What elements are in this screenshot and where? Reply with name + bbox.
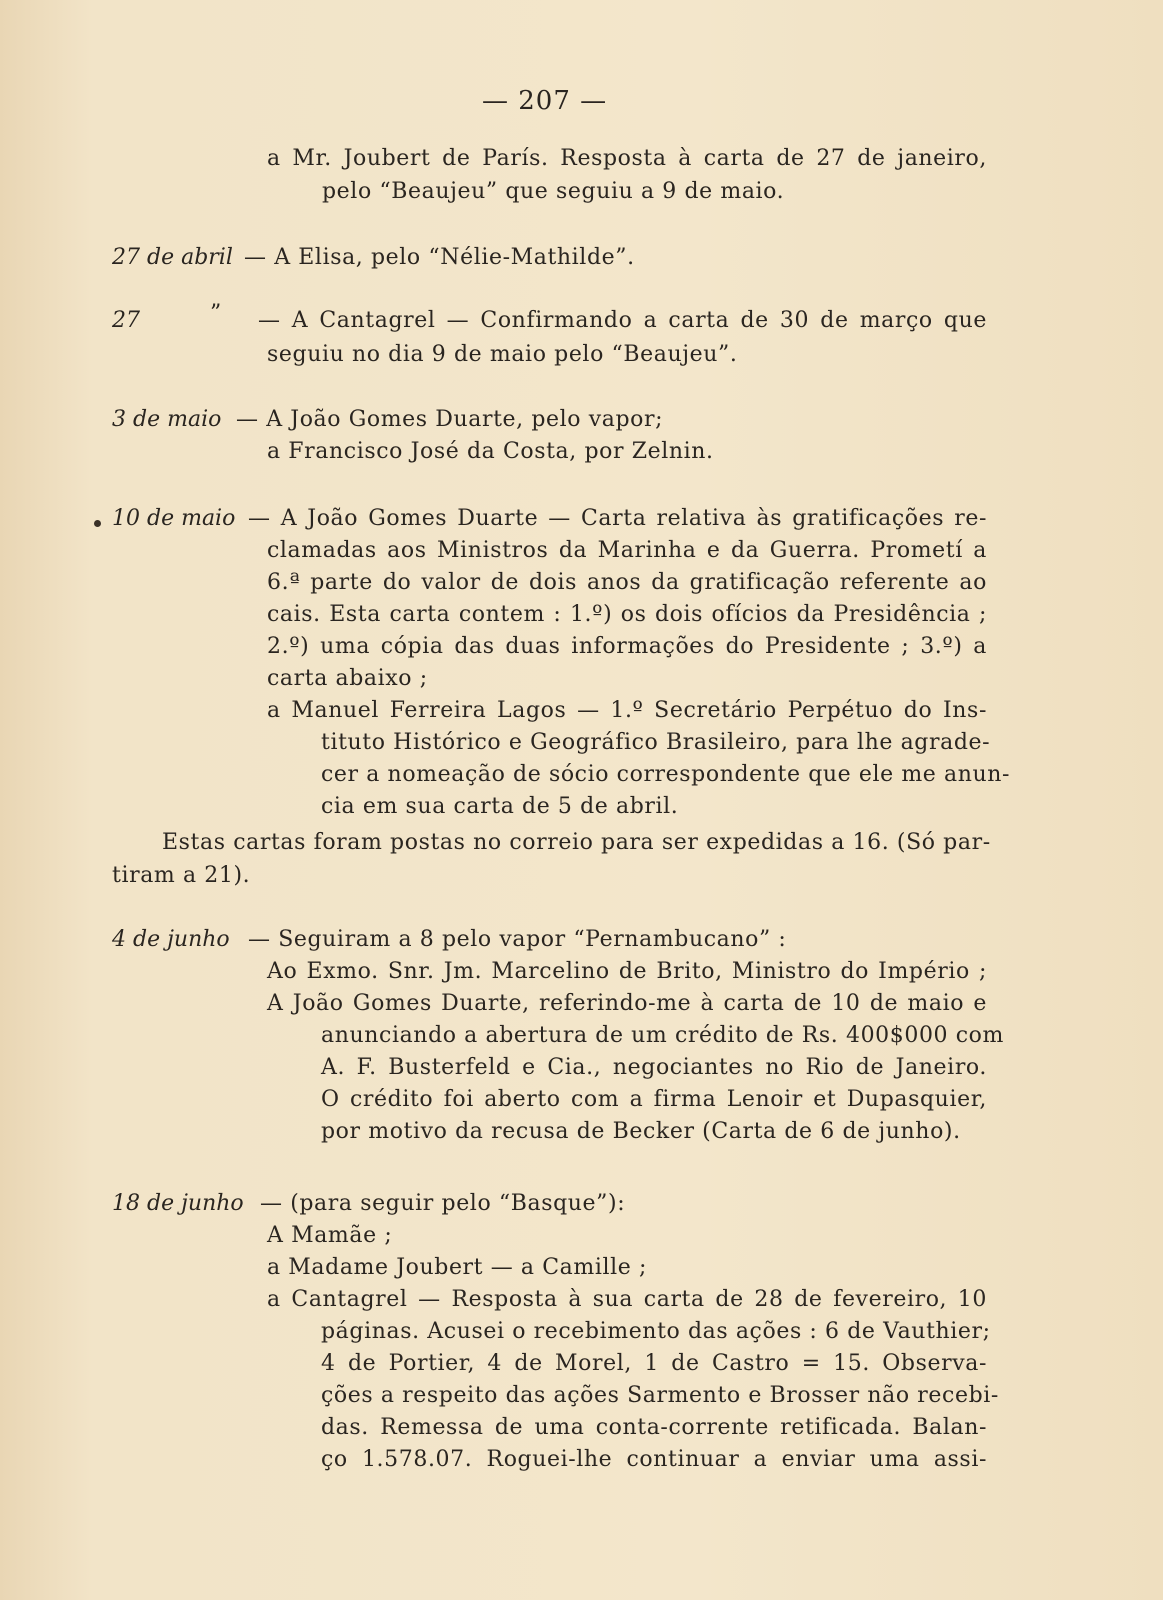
text-line: Ao Exmo. Snr. Jm. Marcelino de Brito, Ministro do Império ; bbox=[267, 959, 987, 984]
text-line: a Madame Joubert — a Camille ; bbox=[267, 1255, 647, 1280]
text-line: ções a respeito das ações Sarmento e Brosser não recebi- bbox=[321, 1383, 999, 1408]
text-line: páginas. Acusei o recebimento das ações : 6 de Vauthier; bbox=[321, 1319, 991, 1344]
text-line: 6.ª parte do valor de dois anos da gratificação referente ao bbox=[267, 570, 987, 595]
text-line: das. Remessa de uma conta-corrente retificada. Balan- bbox=[321, 1415, 987, 1440]
text-line: carta abaixo ; bbox=[267, 666, 428, 691]
entry-date: 18 de junho bbox=[112, 1191, 244, 1216]
text-line: tituto Histórico e Geográfico Brasileiro, para lhe agrade- bbox=[321, 730, 991, 755]
entry-date: 4 de junho bbox=[112, 927, 230, 952]
text-line: cais. Esta carta contem : 1.º) os dois ofícios da Presidência ; bbox=[267, 602, 987, 627]
entry-date: 10 de maio bbox=[112, 506, 236, 531]
text-line: — A João Gomes Duarte — Carta relativa às gratificações re- bbox=[248, 506, 987, 531]
text-line: A João Gomes Duarte, referindo-me à carta de 10 de maio e bbox=[267, 991, 987, 1016]
text-line: por motivo da recusa de Becker (Carta de 6 de junho). bbox=[321, 1119, 961, 1144]
entry-date: 27 de abril bbox=[112, 245, 233, 270]
text-line: pelo “Beaujeu” que seguiu a 9 de maio. bbox=[322, 179, 785, 204]
entry-date: 3 de maio bbox=[112, 407, 222, 432]
text-line: — Seguiram a 8 pelo vapor “Pernambucano” : bbox=[248, 927, 787, 952]
text-line: O crédito foi aberto com a firma Lenoir et Dupasquier, bbox=[321, 1087, 987, 1112]
text-line: clamadas aos Ministros da Marinha e da Guerra. Prometí a bbox=[267, 538, 987, 563]
page-number: — 207 — bbox=[482, 86, 608, 116]
text-line: A Mamãe ; bbox=[267, 1223, 393, 1248]
text-line: — A Cantagrel — Confirmando a carta de 30 de março que bbox=[258, 308, 987, 333]
text-line: A. F. Busterfeld e Cia., negociantes no Rio de Janeiro. bbox=[321, 1055, 987, 1080]
text-line: tiram a 21). bbox=[112, 863, 251, 888]
text-line: a Francisco José da Costa, por Zelnin. bbox=[267, 439, 714, 464]
text-line: — A Elisa, pelo “Nélie-Mathilde”. bbox=[244, 245, 635, 270]
text-line: anunciando a abertura de um crédito de Rs. 400$000 com bbox=[321, 1023, 1004, 1048]
ink-dot bbox=[94, 520, 101, 527]
text-line: — A João Gomes Duarte, pelo vapor; bbox=[236, 407, 664, 432]
text-line: a Mr. Joubert de París. Resposta à carta de 27 de janeiro, bbox=[267, 146, 987, 171]
text-line: a Cantagrel — Resposta à sua carta de 28 de fevereiro, 10 bbox=[267, 1287, 987, 1312]
text-line: seguiu no dia 9 de maio pelo “Beaujeu”. bbox=[267, 342, 738, 367]
ditto-mark: ” bbox=[210, 301, 222, 326]
text-line: ço 1.578.07. Roguei-lhe continuar a enviar uma assi- bbox=[321, 1447, 987, 1472]
text-line: 4 de Portier, 4 de Morel, 1 de Castro = 15. Observa- bbox=[321, 1351, 987, 1376]
text-line: a Manuel Ferreira Lagos — 1.º Secretário Perpétuo do Ins- bbox=[267, 698, 987, 723]
entry-date: 27 bbox=[112, 308, 140, 333]
text-line: — (para seguir pelo “Basque”): bbox=[260, 1191, 626, 1216]
text-line: Estas cartas foram postas no correio para ser expedidas a 16. (Só par- bbox=[162, 830, 991, 855]
text-line: cer a nomeação de sócio correspondente que ele me anun- bbox=[321, 762, 1011, 787]
text-line: cia em sua carta de 5 de abril. bbox=[321, 794, 679, 819]
text-line: 2.º) uma cópia das duas informações do Presidente ; 3.º) a bbox=[267, 634, 987, 659]
